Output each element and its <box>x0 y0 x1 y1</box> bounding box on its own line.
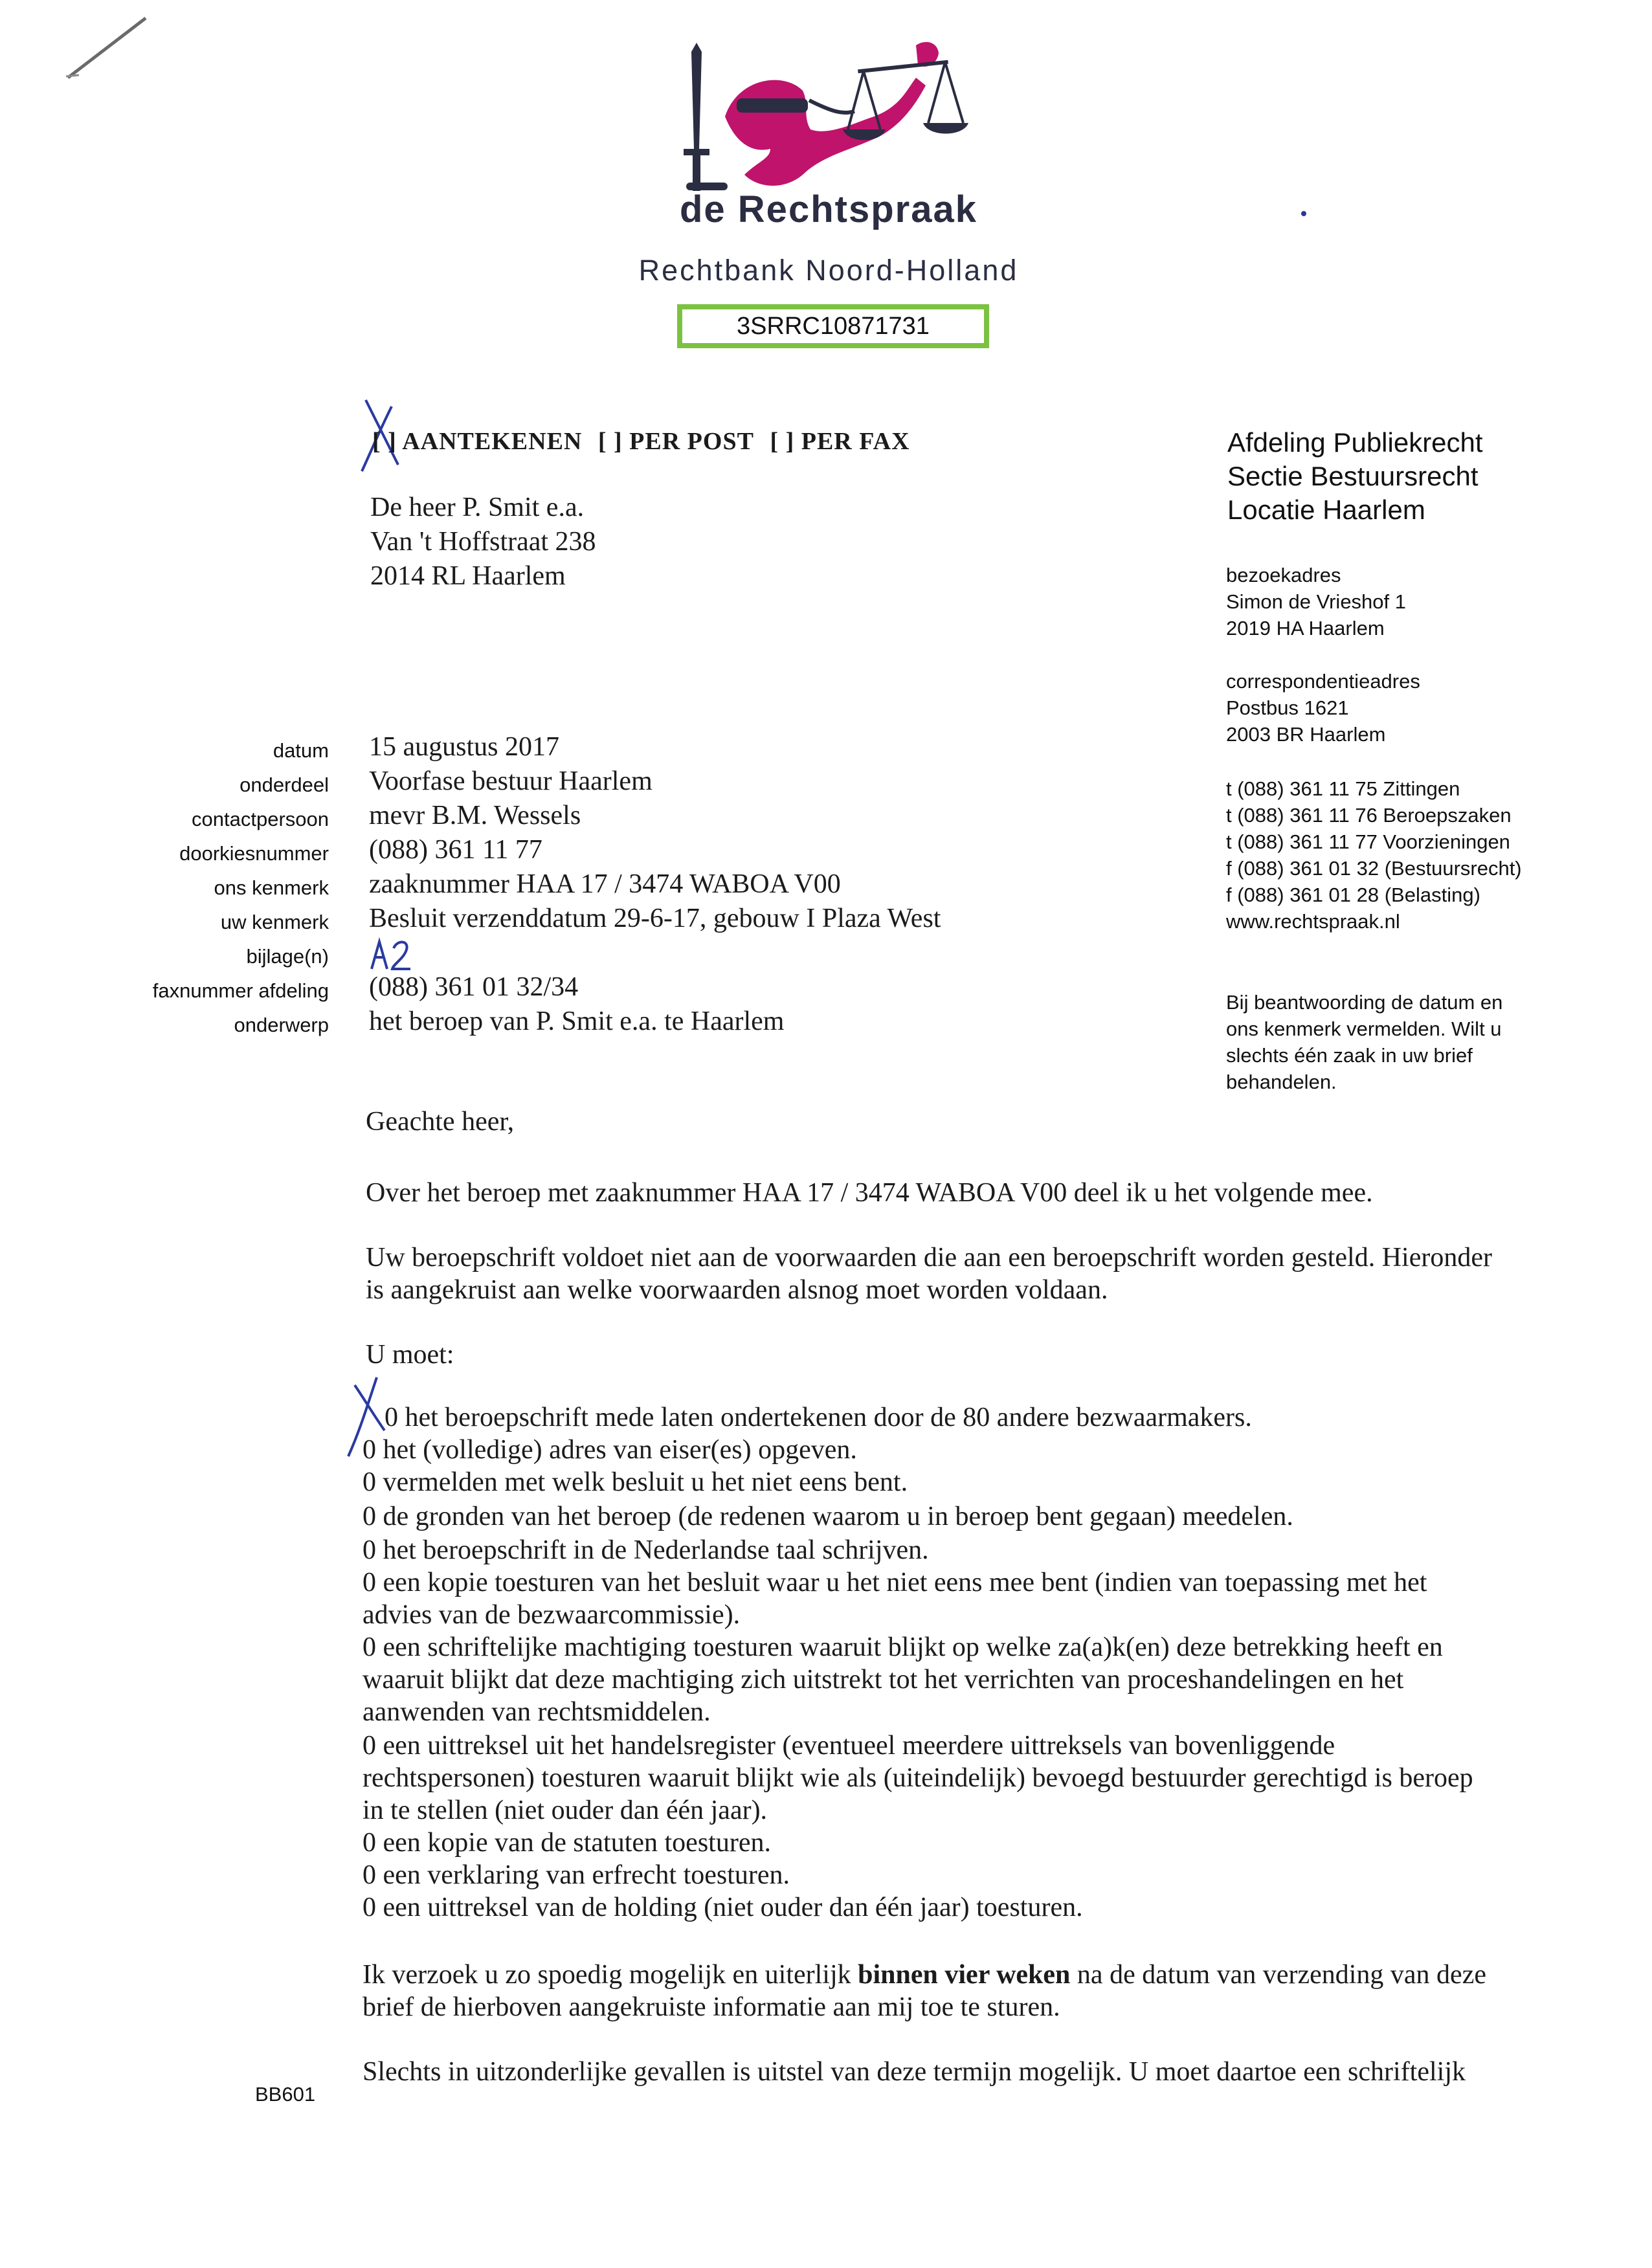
visit-address-city: 2019 HA Haarlem <box>1226 617 1385 639</box>
pen-stroke-mark <box>65 13 155 84</box>
meta-label-subject: onderwerp <box>234 1014 329 1036</box>
meta-label-date: datum <box>273 739 329 762</box>
requirement-item-continued: in te stellen (niet ouder dan één jaar). <box>363 1796 768 1825</box>
visit-address-street: Simon de Vrieshof 1 <box>1226 590 1407 613</box>
requirement-item: 0 een schriftelijke machtiging toesturen waaruit blijkt op welke za(a)k(en) deze betrekking heeft en <box>363 1632 1443 1662</box>
meta-value-date: 15 augustus 2017 <box>369 732 559 762</box>
requirement-item: 0 een verklaring van erfrecht toesturen. <box>363 1860 790 1890</box>
reply-notice-line: slechts één zaak in uw brief <box>1226 1044 1473 1067</box>
requirement-item: 0 de gronden van het beroep (de redenen waarom u in beroep bent gegaan) meedelen. <box>363 1502 1293 1531</box>
requirement-item: 0 een uittreksel uit het handelsregister (eventueel meerdere uittreksels van bovenliggende <box>363 1731 1335 1761</box>
meta-value-subject: het beroep van P. Smit e.a. te Haarlem <box>369 1006 785 1036</box>
form-code: BB601 <box>255 2083 316 2106</box>
send-method-line <box>372 427 919 456</box>
handwritten-attachment-mark <box>369 937 421 975</box>
requirement-item: 0 het (volledige) adres van eiser(es) opgeven. <box>363 1435 857 1465</box>
must-heading: U moet: <box>366 1340 454 1370</box>
meta-value-direct-phone: (088) 361 11 77 <box>369 835 542 865</box>
meta-label-attachments: bijlage(n) <box>246 945 329 968</box>
brand-name: de Rechtspraak <box>680 188 977 230</box>
request-line-2: brief de hierboven aangekruiste informatie aan mij toe te sturen. <box>363 1992 1060 2022</box>
court-name: Rechtbank Noord-Holland <box>638 254 1019 287</box>
phone-line: t (088) 361 11 77 Voorzieningen <box>1226 830 1510 853</box>
meta-value-department: Voorfase bestuur Haarlem <box>369 766 653 796</box>
department-line-2: Sectie Bestuursrecht <box>1227 461 1479 491</box>
recipient-street: Van 't Hoffstraat 238 <box>370 527 596 557</box>
send-option-fax: [ ] PER FAX <box>770 428 910 455</box>
correspondence-postbus: Postbus 1621 <box>1226 696 1349 719</box>
recipient-city: 2014 RL Haarlem <box>370 561 566 591</box>
phone-line: t (088) 361 11 75 Zittingen <box>1226 777 1460 800</box>
correspondence-address-label: correspondentieadres <box>1226 670 1420 693</box>
requirement-item-continued: aanwenden van rechtsmiddelen. <box>363 1697 711 1727</box>
fax-line: f (088) 361 01 32 (Bestuursrecht) <box>1226 857 1522 880</box>
deadline-emphasis: binnen vier weken <box>858 1960 1071 1990</box>
meta-value-our-ref: zaaknummer HAA 17 / 3474 WABOA V00 <box>369 869 841 899</box>
reply-notice-line: behandelen. <box>1226 1071 1337 1093</box>
reference-code-label: 3SRRC10871731 <box>677 304 989 348</box>
requirement-item-checked: 0 het beroepschrift mede laten ondertekenen door de 80 andere bezwaarmakers. <box>385 1403 1252 1432</box>
request-text: Ik verzoek u zo spoedig mogelijk en uiterlijk <box>363 1960 858 1990</box>
requirement-item: 0 het beroepschrift in de Nederlandse taal schrijven. <box>363 1535 929 1565</box>
meta-label-your-ref: uw kenmerk <box>220 911 329 933</box>
requirement-item-continued: waaruit blijkt dat deze machtiging zich uitstrekt tot het verrichten van proceshandelingen en het <box>363 1665 1404 1695</box>
department-line-3: Locatie Haarlem <box>1227 495 1425 525</box>
requirement-item: 0 een kopie van de statuten toesturen. <box>363 1828 771 1858</box>
request-text-end: na de datum van verzending van deze <box>1070 1960 1486 1990</box>
meta-label-department: onderdeel <box>240 773 329 796</box>
meta-label-fax: faxnummer afdeling <box>152 979 329 1002</box>
meta-label-our-ref: ons kenmerk <box>214 876 329 899</box>
meta-label-direct-phone: doorkiesnummer <box>179 842 329 865</box>
send-option-post: [ ] PER POST <box>597 428 754 455</box>
requirement-item: 0 een kopie toesturen van het besluit waar u het niet eens mee bent (indien van toepassing met het <box>363 1568 1427 1597</box>
paragraph-line: is aangekruist aan welke voorwaarden alsnog moet worden voldaan. <box>366 1275 1108 1305</box>
department-line-1: Afdeling Publiekrecht <box>1227 427 1483 458</box>
meta-value-attachments <box>369 937 421 975</box>
request-line <box>363 1959 1567 1992</box>
meta-label-contact: contactpersoon <box>192 808 329 830</box>
closing-line: Slechts in uitzonderlijke gevallen is uitstel van deze termijn mogelijk. U moet daartoe een schriftelijk <box>363 2057 1466 2087</box>
phone-line: t (088) 361 11 76 Beroepszaken <box>1226 804 1512 827</box>
salutation: Geachte heer, <box>366 1107 515 1137</box>
website-link[interactable]: www.rechtspraak.nl <box>1226 910 1400 933</box>
visit-address-label: bezoekadres <box>1226 564 1341 586</box>
requirement-item: 0 vermelden met welk besluit u het niet eens bent. <box>363 1467 908 1497</box>
meta-value-your-ref: Besluit verzenddatum 29-6-17, gebouw I Plaza West <box>369 904 941 933</box>
ink-dot-mark <box>1301 211 1306 216</box>
fax-line: f (088) 361 01 28 (Belasting) <box>1226 884 1480 906</box>
requirement-item-continued: advies van de bezwaarcommissie). <box>363 1600 741 1630</box>
lady-justice-logo-icon <box>660 39 990 194</box>
recipient-name: De heer P. Smit e.a. <box>370 493 585 522</box>
intro-paragraph: Over het beroep met zaaknummer HAA 17 / 3474 WABOA V00 deel ik u het volgende mee. <box>366 1178 1373 1208</box>
send-option-registered: [ ] AANTEKENEN <box>372 428 583 455</box>
requirement-item: 0 een uittreksel van de holding (niet ouder dan één jaar) toesturen. <box>363 1893 1083 1922</box>
reply-notice-line: ons kenmerk vermelden. Wilt u <box>1226 1017 1502 1040</box>
meta-value-contact: mevr B.M. Wessels <box>369 801 581 830</box>
paragraph-line: Uw beroepschrift voldoet niet aan de voorwaarden die aan een beroepschrift worden gesteld. Hieronder <box>366 1243 1492 1273</box>
correspondence-city: 2003 BR Haarlem <box>1226 723 1386 746</box>
reply-notice-line: Bij beantwoording de datum en <box>1226 991 1503 1014</box>
requirement-item-continued: rechtspersonen) toesturen waaruit blijkt wie als (uiteindelijk) bevoegd bestuurder gerechtigd is beroep <box>363 1763 1473 1793</box>
meta-value-fax: (088) 361 01 32/34 <box>369 972 579 1002</box>
